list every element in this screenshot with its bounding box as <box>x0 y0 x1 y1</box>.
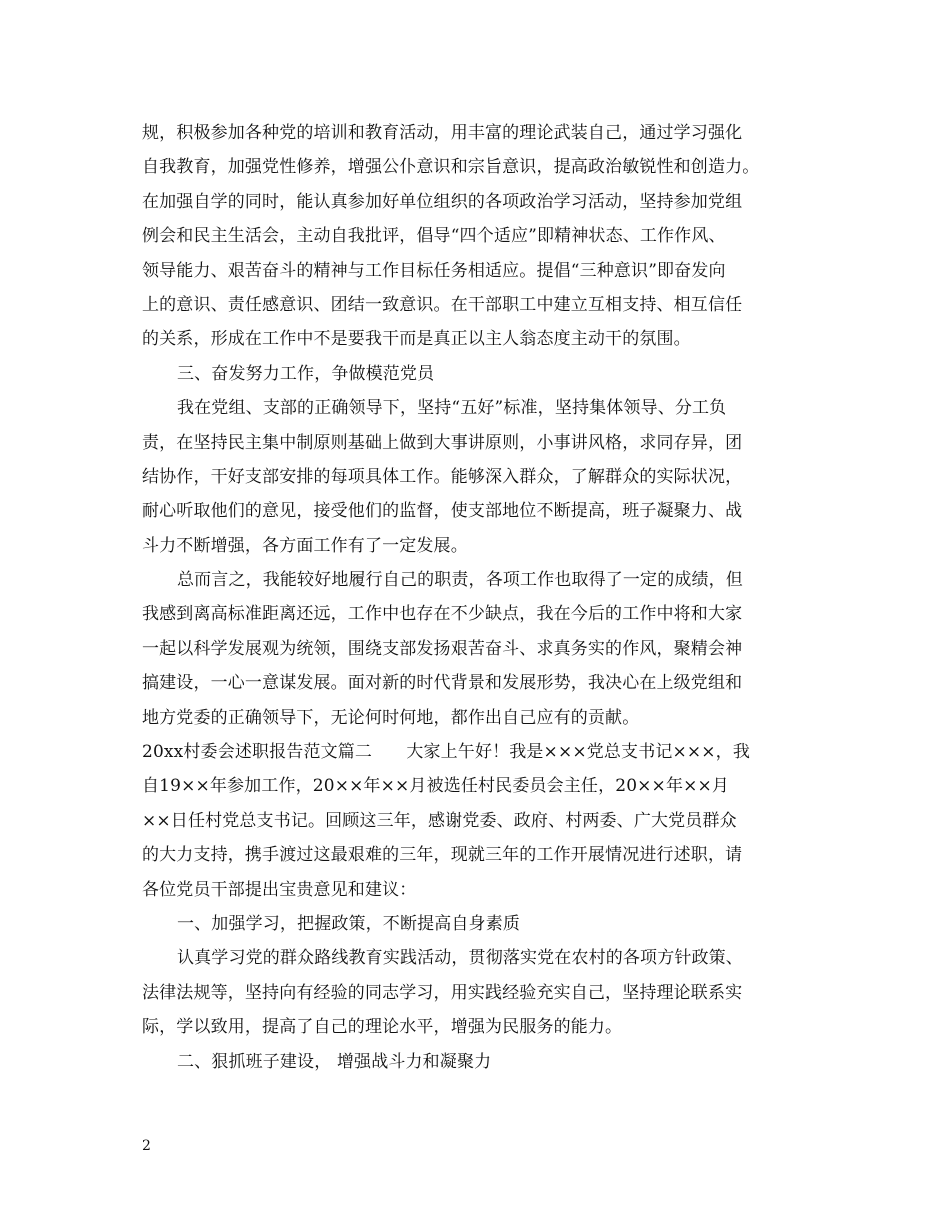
text-line: 各位党员干部提出宝贵意见和建议： <box>142 879 417 900</box>
text-line: 规，积极参加各种党的培训和教育活动，用丰富的理论武装自己，通过学习强化 <box>142 123 743 143</box>
article-title-line: 20xx村委会述职报告范文篇二 大家上午好！我是×××党总支书记×××，我 <box>142 742 750 763</box>
text-line: 搞建设，一心一意谋发展。面对新的时代背景和发展形势，我决心在上级党组和 <box>142 673 743 694</box>
text-line: 自我教育，加强党性修养，增强公仆意识和宗旨意识，提高政治敏锐性和创造力。 <box>142 157 760 178</box>
text-line: 总而言之，我能较好地履行自己的职责，各项工作也取得了一定的成绩，但 <box>177 570 743 591</box>
text-line: 在加强自学的同时，能认真参加好单位组织的各项政治学习活动，坚持参加党组 <box>142 191 743 212</box>
text-line: 认真学习党的群众路线教育实践活动，贯彻落实党在农村的各项方针政策、 <box>177 948 743 969</box>
page-number: 2 <box>142 1138 151 1154</box>
document-body <box>142 116 818 1079</box>
text-line: 法律法规等，坚持向有经验的同志学习，用实践经验充实自己，坚持理论联系实 <box>142 982 743 1003</box>
text-line: 结协作，干好支部安排的每项具体工作。能够深入群众，了解群众的实际状况， <box>142 466 743 487</box>
text-line: 一起以科学发展观为统领，围绕支部发扬艰苦奋斗、求真务实的作风，聚精会神 <box>142 638 743 659</box>
text-line: ××日任村党总支书记。回顾这三年，感谢党委、政府、村两委、广大党员群众 <box>142 810 737 831</box>
text-line: 自19××年参加工作，20××年××月被选任村民委员会主任，20××年××月 <box>142 776 730 797</box>
text-line: 例会和民主生活会，主动自我批评，倡导“四个适应”即精神状态、工作作风、 <box>142 226 726 247</box>
section-heading: 一、加强学习，把握政策，不断提高自身素质 <box>177 913 520 934</box>
text-line: 我感到离高标准距离还远，工作中也存在不少缺点，我在今后的工作中将和大家 <box>142 604 743 625</box>
text-line: 斗力不断增强，各方面工作有了一定发展。 <box>142 535 468 556</box>
text-line: 际，学以致用，提高了自己的理论水平，增强为民服务的能力。 <box>142 1017 623 1038</box>
text-line: 领导能力、艰苦奋斗的精神与工作目标任务相适应。提倡“三种意识”即奋发向 <box>142 260 726 281</box>
text-line: 责，在坚持民主集中制原则基础上做到大事讲原则，小事讲风格，求同存异，团 <box>142 432 743 453</box>
text-line: 我在党组、支部的正确领导下，坚持“五好”标准，坚持集体领导、分工负 <box>177 398 727 419</box>
text-line: 耐心听取他们的意见，接受他们的监督，使支部地位不断提高，班子凝聚力、战 <box>142 501 743 522</box>
section-heading: 二、狠抓班子建设， 增强战斗力和凝聚力 <box>177 1051 492 1072</box>
text-line: 上的意识、责任感意识、团结一致意识。在干部职工中建立互相支持、相互信任 <box>142 294 743 315</box>
text-line: 的关系，形成在工作中不是要我干而是真正以主人翁态度主动干的氛围。 <box>142 329 691 350</box>
text-line: 的大力支持，携手渡过这最艰难的三年，现就三年的工作开展情况进行述职，请 <box>142 845 743 866</box>
section-heading: 三、奋发努力工作，争做模范党员 <box>177 363 435 384</box>
text-line: 地方党委的正确领导下，无论何时何地，都作出自己应有的贡献。 <box>142 707 640 728</box>
